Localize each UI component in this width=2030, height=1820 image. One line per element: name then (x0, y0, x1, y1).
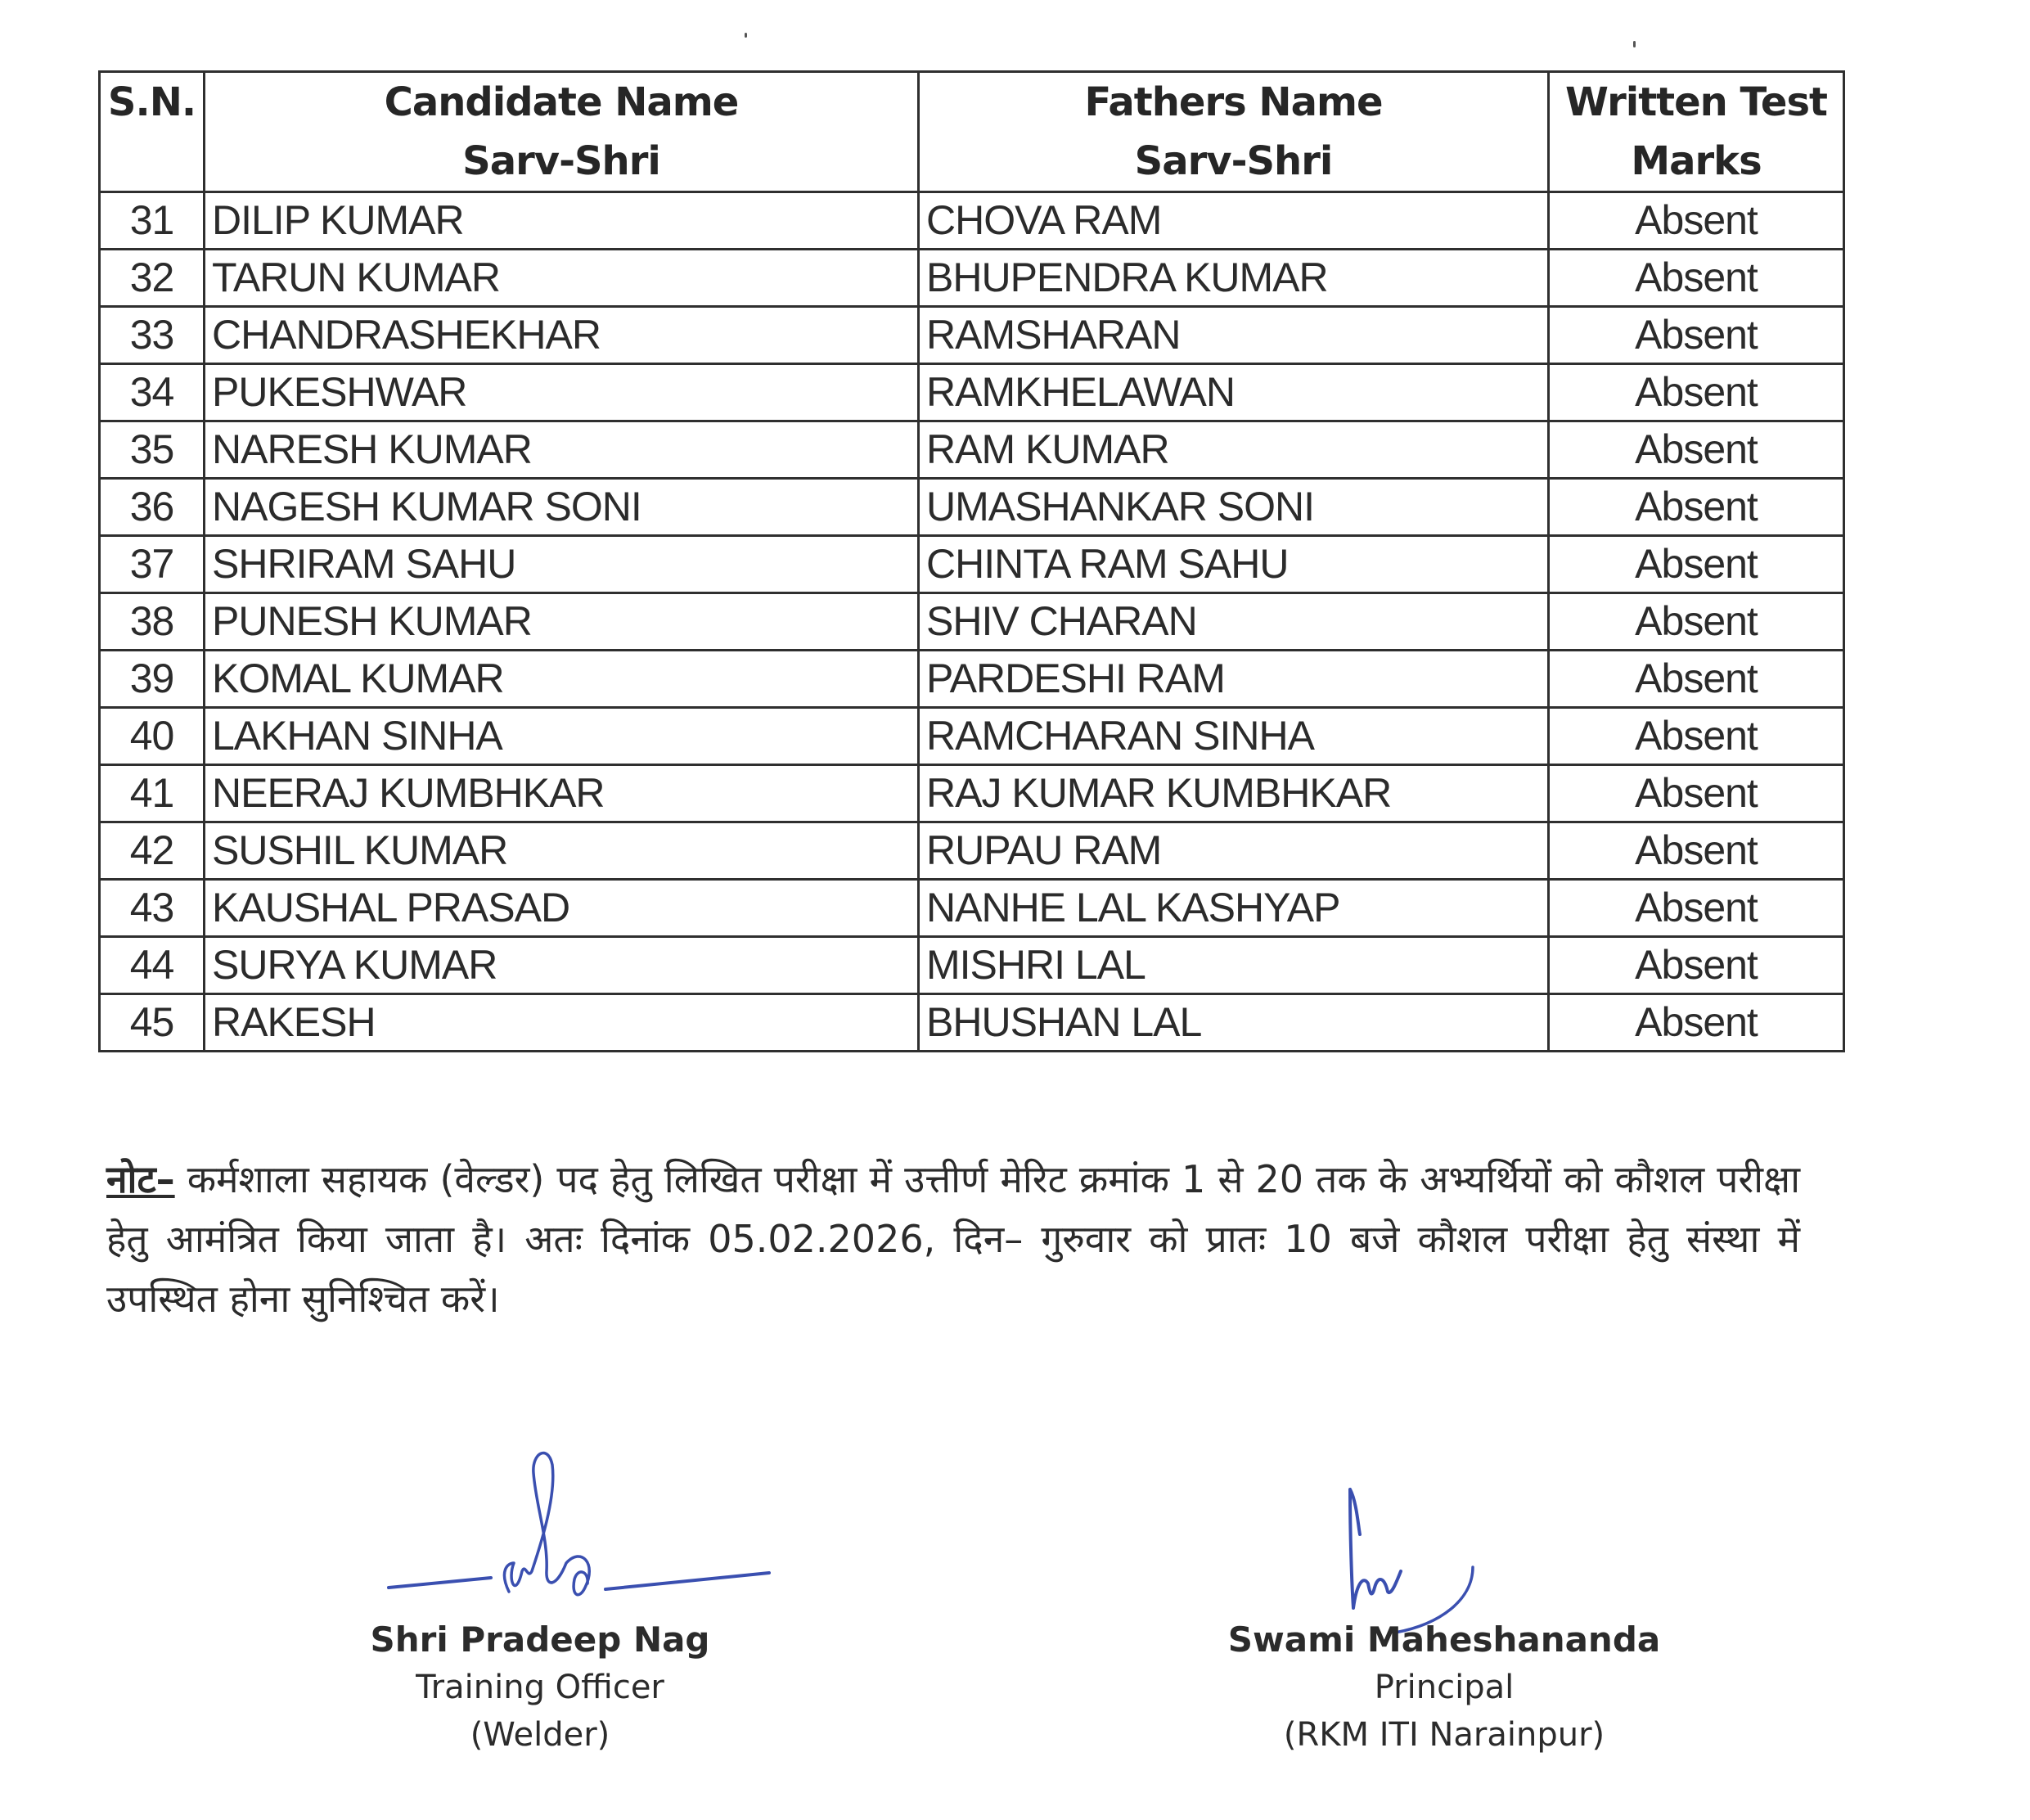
cell-candidate-name: LAKHAN SINHA (205, 708, 919, 765)
table-row (100, 994, 1844, 1052)
cell-sn: 37 (100, 536, 205, 593)
signatory-department: (Welder) (470, 1716, 610, 1754)
signature-training-officer (385, 1448, 777, 1612)
cell-candidate-name: SHRIRAM SAHU (205, 536, 919, 593)
cell-candidate-name: DILIP KUMAR (205, 192, 919, 250)
cell-written-test-marks: Absent (1549, 708, 1844, 765)
cell-fathers-name: RAM KUMAR (919, 421, 1549, 479)
cell-written-test-marks: Absent (1549, 651, 1844, 708)
table-row (100, 421, 1844, 479)
cell-written-test-marks: Absent (1549, 250, 1844, 307)
cell-sn: 41 (100, 765, 205, 822)
header-candidate-line1: Candidate Name (384, 79, 739, 125)
cell-fathers-name: UMASHANKAR SONI (919, 479, 1549, 536)
cell-written-test-marks: Absent (1549, 307, 1844, 364)
table-row (100, 307, 1844, 364)
cell-written-test-marks: Absent (1549, 593, 1844, 651)
cell-fathers-name: BHUSHAN LAL (919, 994, 1549, 1052)
cell-sn: 39 (100, 651, 205, 708)
results-table (98, 70, 1845, 1052)
cell-fathers-name: CHINTA RAM SAHU (919, 536, 1549, 593)
cell-fathers-name: NANHE LAL KASHYAP (919, 880, 1549, 937)
cell-fathers-name: SHIV CHARAN (919, 593, 1549, 651)
header-father-line1: Fathers Name (1084, 79, 1383, 125)
cell-sn: 44 (100, 937, 205, 994)
table-row (100, 822, 1844, 880)
note-text: कर्मशाला सहायक (वेल्डर) पद हेतु लिखित परीक्षा में उत्तीर्ण मेरिट क्रमांक 1 से 20 तक के अभ्यर्थियों को कौशल परीक्षा हेतु आमंत्रित किया जाता है। अतः दिनांक 05.02.2026, दिन– गुरुवार को प्रातः 10 बजे कौशल परीक्षा हेतु संस्था में उपस्थित होना सुनिश्चित करें। (106, 1157, 1800, 1321)
header-candidate-name (205, 72, 919, 192)
cell-sn: 34 (100, 364, 205, 421)
cell-fathers-name: RAMSHARAN (919, 307, 1549, 364)
table-row (100, 708, 1844, 765)
cell-written-test-marks: Absent (1549, 536, 1844, 593)
cell-sn: 33 (100, 307, 205, 364)
signatory-designation: Training Officer (416, 1669, 664, 1706)
cell-fathers-name: RAMKHELAWAN (919, 364, 1549, 421)
cell-sn: 31 (100, 192, 205, 250)
cell-sn: 42 (100, 822, 205, 880)
table-row (100, 651, 1844, 708)
cell-candidate-name: CHANDRASHEKHAR (205, 307, 919, 364)
table-row (100, 192, 1844, 250)
cell-sn: 45 (100, 994, 205, 1052)
signatory-principal (1227, 1616, 1661, 1759)
cell-written-test-marks: Absent (1549, 364, 1844, 421)
table-row (100, 937, 1844, 994)
cell-candidate-name: KAUSHAL PRASAD (205, 880, 919, 937)
cell-written-test-marks: Absent (1549, 421, 1844, 479)
cell-written-test-marks: Absent (1549, 192, 1844, 250)
cell-candidate-name: KOMAL KUMAR (205, 651, 919, 708)
table-row (100, 765, 1844, 822)
note-label: नोट– (106, 1157, 175, 1201)
header-written-test-marks (1549, 72, 1844, 192)
cell-candidate-name: SUSHIL KUMAR (205, 822, 919, 880)
cell-written-test-marks: Absent (1549, 994, 1844, 1052)
cell-fathers-name: RUPAU RAM (919, 822, 1549, 880)
signatory-name: Shri Pradeep Nag (370, 1620, 710, 1660)
table-row (100, 250, 1844, 307)
table-row (100, 593, 1844, 651)
header-candidate-line2: Sarv-Shri (462, 138, 660, 184)
cell-fathers-name: PARDESHI RAM (919, 651, 1549, 708)
table-row (100, 364, 1844, 421)
table-row (100, 880, 1844, 937)
cell-sn: 32 (100, 250, 205, 307)
cell-sn: 43 (100, 880, 205, 937)
cell-candidate-name: SURYA KUMAR (205, 937, 919, 994)
cell-written-test-marks: Absent (1549, 880, 1844, 937)
cell-fathers-name: MISHRI LAL (919, 937, 1549, 994)
cell-sn: 36 (100, 479, 205, 536)
header-sn-label: S.N. (107, 79, 196, 125)
header-fathers-name (919, 72, 1549, 192)
cell-fathers-name: RAJ KUMAR KUMBHKAR (919, 765, 1549, 822)
table-row (100, 536, 1844, 593)
table-row (100, 479, 1844, 536)
cell-written-test-marks: Absent (1549, 765, 1844, 822)
cell-candidate-name: PUNESH KUMAR (205, 593, 919, 651)
signatory-training-officer (360, 1616, 720, 1759)
cell-candidate-name: NARESH KUMAR (205, 421, 919, 479)
cell-fathers-name: RAMCHARAN SINHA (919, 708, 1549, 765)
cell-sn: 35 (100, 421, 205, 479)
cell-fathers-name: CHOVA RAM (919, 192, 1549, 250)
header-marks-line1: Written Test (1565, 79, 1827, 125)
header-father-line2: Sarv-Shri (1134, 138, 1333, 184)
scan-speck (1633, 41, 1636, 47)
cell-written-test-marks: Absent (1549, 937, 1844, 994)
signatory-designation: Principal (1374, 1669, 1515, 1706)
cell-written-test-marks: Absent (1549, 822, 1844, 880)
header-marks-line2: Marks (1631, 138, 1762, 184)
header-sn (100, 72, 205, 192)
note-paragraph (106, 1150, 1800, 1329)
cell-candidate-name: RAKESH (205, 994, 919, 1052)
scan-speck (745, 33, 747, 38)
cell-sn: 40 (100, 708, 205, 765)
table-header-row (100, 72, 1844, 192)
cell-written-test-marks: Absent (1549, 479, 1844, 536)
signatory-institution: (RKM ITI Narainpur) (1283, 1716, 1605, 1754)
signatory-name: Swami Maheshananda (1227, 1620, 1661, 1660)
cell-fathers-name: BHUPENDRA KUMAR (919, 250, 1549, 307)
cell-sn: 38 (100, 593, 205, 651)
cell-candidate-name: NAGESH KUMAR SONI (205, 479, 919, 536)
cell-candidate-name: TARUN KUMAR (205, 250, 919, 307)
cell-candidate-name: NEERAJ KUMBHKAR (205, 765, 919, 822)
cell-candidate-name: PUKESHWAR (205, 364, 919, 421)
